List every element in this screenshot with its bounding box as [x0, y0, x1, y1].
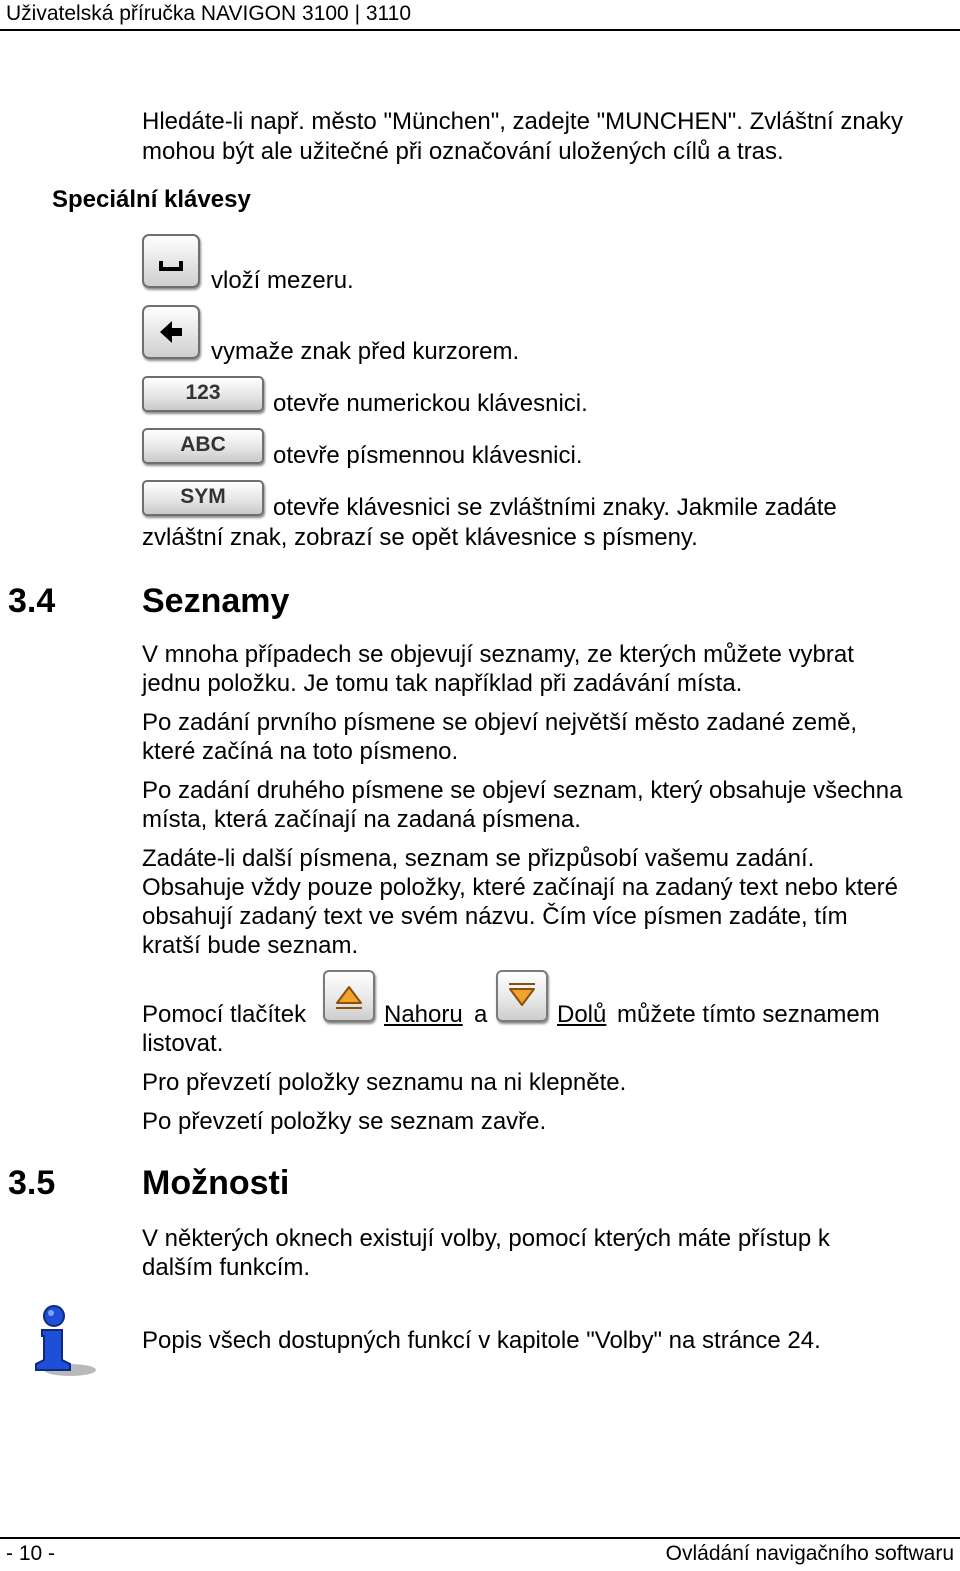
section-number-lists: 3.4	[8, 582, 56, 620]
down-button[interactable]	[496, 970, 548, 1022]
space-key[interactable]	[142, 234, 200, 288]
up-arrow-icon	[325, 972, 373, 1020]
scroll-text-after: můžete tímto seznamem	[617, 1001, 880, 1028]
down-button-label: Dolů	[557, 1001, 607, 1028]
options-paragraph-1b: dalším funkcím.	[142, 1254, 311, 1281]
lists-paragraph-6: Pro převzetí položky seznamu na ni klepněte.	[142, 1069, 627, 1096]
lists-paragraph-3b: místa, která začínají na zadaná písmena.	[142, 806, 581, 833]
backspace-arrow-icon	[144, 307, 198, 357]
lists-paragraph-3a: Po zadání druhého písmene se objeví seznam, který obsahuje všechna	[142, 777, 903, 804]
numeric-keyboard-key[interactable]: 123	[142, 376, 264, 412]
space-icon	[144, 236, 198, 286]
running-header: Uživatelská příručka NAVIGON 3100 | 3110	[6, 2, 412, 25]
symbol-keyboard-key[interactable]: SYM	[142, 480, 264, 516]
lists-paragraph-4a: Zadáte-li další písmena, seznam se přizpůsobí vašemu zadání.	[142, 845, 815, 872]
section-title-options: Možnosti	[142, 1164, 290, 1202]
scroll-text-line-2: listovat.	[142, 1030, 224, 1057]
lists-paragraph-1a: V mnoha případech se objevují seznamy, ze kterých můžete vybrat	[142, 641, 854, 668]
lists-paragraph-1b: jednu položku. Je tomu tak například při zadávání místa.	[142, 670, 743, 697]
scroll-text-and: a	[474, 1001, 488, 1028]
page-number: - 10 -	[6, 1542, 56, 1565]
lists-paragraph-4c: obsahují zadaný text ve svém názvu. Čím více písmen zadáte, tím	[142, 903, 848, 930]
up-button[interactable]	[323, 970, 375, 1022]
lists-paragraph-4d: kratší bude seznam.	[142, 932, 359, 959]
up-button-label: Nahoru	[384, 1001, 463, 1028]
lists-paragraph-2a: Po zadání prvního písmene se objeví největší město zadané země,	[142, 709, 858, 736]
footer-divider	[0, 1537, 960, 1539]
section-number-options: 3.5	[8, 1164, 56, 1202]
info-note: Popis všech dostupných funkcí v kapitole "Volby" na stránce 24.	[142, 1327, 821, 1354]
special-keys-heading: Speciální klávesy	[52, 186, 251, 213]
intro-line-1: Hledáte-li např. město "München", zadejte "MUNCHEN". Zvláštní znaky	[142, 108, 904, 135]
scroll-text-before: Pomocí tlačítek	[142, 1001, 307, 1028]
letter-key-description: otevře písmennou klávesnici.	[273, 442, 583, 469]
header-divider	[0, 29, 960, 31]
footer-chapter: Ovládání navigačního softwaru	[665, 1542, 954, 1565]
symbol-key-description: otevře klávesnici se zvláštními znaky. Jakmile zadáte	[273, 494, 837, 521]
info-icon	[30, 1304, 100, 1385]
options-paragraph-1a: V některých oknech existují volby, pomocí kterých máte přístup k	[142, 1225, 830, 1252]
symbol-key-description-cont: zvláštní znak, zobrazí se opět klávesnice s písmeny.	[142, 524, 698, 551]
intro-line-2: mohou být ale užitečné při označování uložených cílů a tras.	[142, 138, 784, 165]
lists-paragraph-2b: které začíná na toto písmeno.	[142, 738, 459, 765]
lists-paragraph-4b: Obsahuje vždy pouze položky, které začínají na zadaný text nebo které	[142, 874, 898, 901]
space-key-description: vloží mezeru.	[211, 267, 354, 294]
lists-paragraph-7: Po převzetí položky se seznam zavře.	[142, 1108, 547, 1135]
numeric-key-description: otevře numerickou klávesnici.	[273, 390, 588, 417]
letter-keyboard-key[interactable]: ABC	[142, 428, 264, 464]
down-arrow-icon	[498, 972, 546, 1020]
section-title-lists: Seznamy	[142, 582, 290, 620]
backspace-key[interactable]	[142, 305, 200, 359]
backspace-key-description: vymaže znak před kurzorem.	[211, 338, 520, 365]
